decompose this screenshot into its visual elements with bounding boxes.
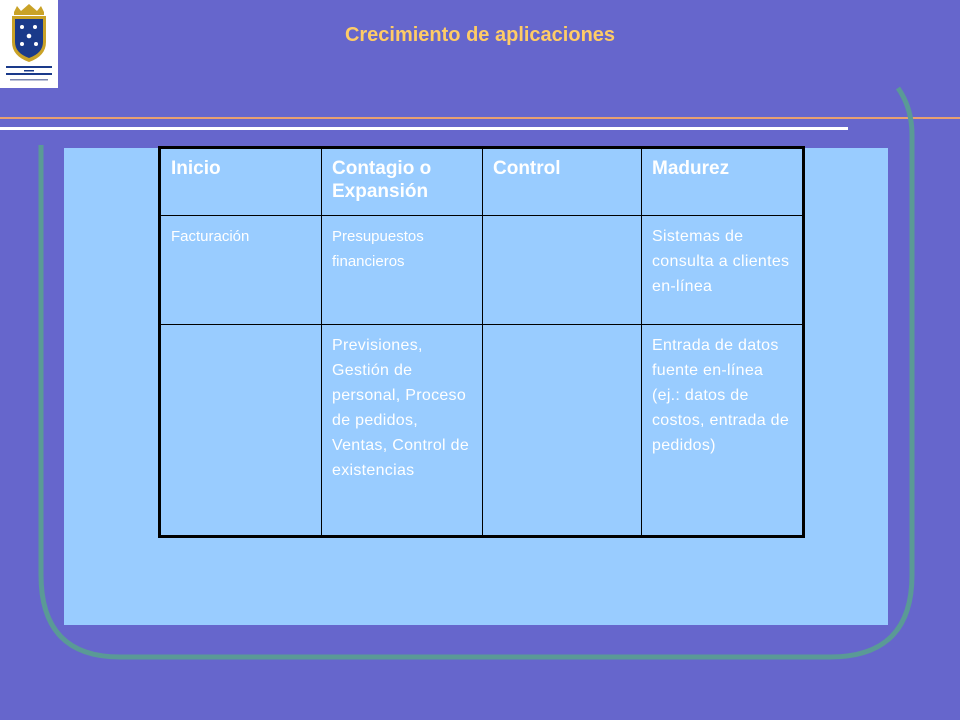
table-cell bbox=[483, 325, 642, 537]
header-cell: Control bbox=[483, 148, 642, 216]
header-cell: Inicio bbox=[160, 148, 322, 216]
page-title: Crecimiento de aplicaciones bbox=[344, 24, 616, 46]
header-cell: Madurez bbox=[642, 148, 804, 216]
white-rule-line bbox=[0, 127, 848, 130]
header-cell: Contagio o Expansión bbox=[322, 148, 483, 216]
table-cell: Previsiones, Gestión de personal, Proceso de pedidos, Ventas, Control de existencias bbox=[322, 325, 483, 537]
top-rule-line bbox=[0, 117, 960, 119]
table-cell bbox=[160, 325, 322, 537]
table-row bbox=[160, 325, 804, 537]
table-cell bbox=[483, 216, 642, 325]
table-cell: Facturación bbox=[160, 216, 322, 325]
table-cell: Presupuestos financieros bbox=[322, 216, 483, 325]
table-row bbox=[160, 216, 804, 325]
table-cell: Sistemas de consulta a clientes en-línea bbox=[642, 216, 804, 325]
application-growth-table bbox=[158, 146, 805, 538]
table-header-row bbox=[160, 148, 804, 216]
table-cell: Entrada de datos fuente en-línea (ej.: datos de costos, entrada de pedidos) bbox=[642, 325, 804, 537]
